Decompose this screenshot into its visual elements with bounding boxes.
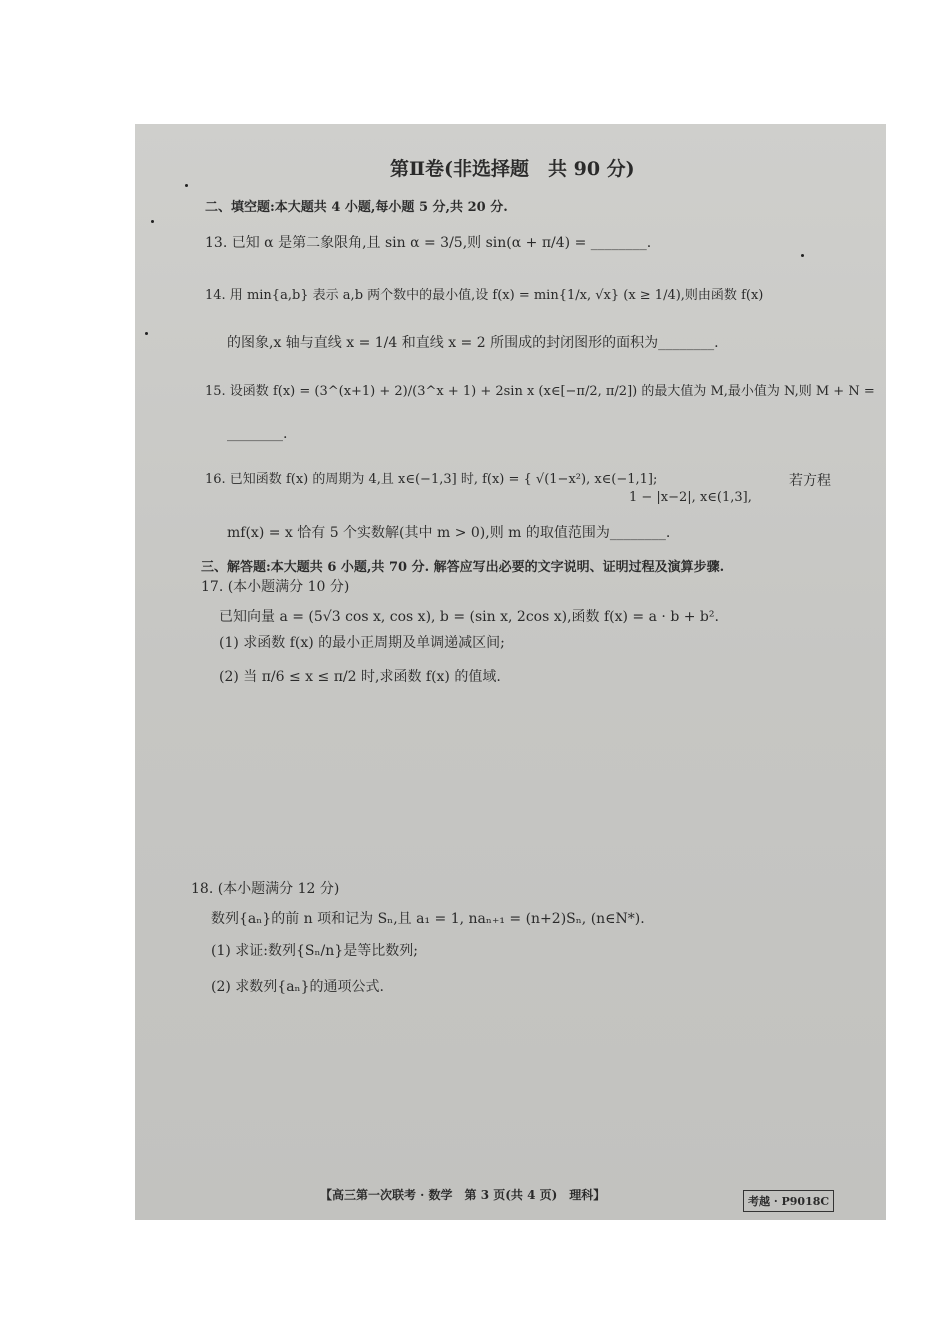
question-18-part1: (1) 求证:数列{Sₙ/n}是等比数列; <box>211 943 418 959</box>
question-13: 13. 已知 α 是第二象限角,且 sin α = 3/5,则 sin(α + π/4) = ________. <box>205 235 652 251</box>
question-17-part2: (2) 当 π/6 ≤ x ≤ π/2 时,求函数 f(x) 的值域. <box>219 669 501 685</box>
part3-header: 三、解答题:本大题共 6 小题,共 70 分. 解答应写出必要的文字说明、证明过程及演算步骤. <box>201 560 725 575</box>
part2-header: 二、填空题:本大题共 4 小题,每小题 5 分,共 20 分. <box>205 200 508 215</box>
exam-code: 考越 · P9018C <box>743 1190 834 1212</box>
exam-page <box>135 124 886 1220</box>
page-footer: 【高三第一次联考 · 数学 第 3 页(共 4 页) 理科】 <box>320 1188 606 1202</box>
question-16-line2: 1 − |x−2|, x∈(1,3], <box>629 490 752 505</box>
question-17-header: 17. (本小题满分 10 分) <box>201 579 350 595</box>
question-15-line1: 15. 设函数 f(x) = (3^(x+1) + 2)/(3^x + 1) + 2sin x (x∈[−π/2, π/2]) 的最大值为 M,最小值为 N,则 M + N = <box>205 384 875 399</box>
question-16-line1: 16. 已知函数 f(x) 的周期为 4,且 x∈(−1,3] 时, f(x) = { √(1−x²), x∈(−1,1]; <box>205 472 658 487</box>
speck-mark <box>145 332 148 335</box>
question-16-line3: mf(x) = x 恰有 5 个实数解(其中 m > 0),则 m 的取值范围为________. <box>227 525 671 541</box>
section-title: 第Ⅱ卷(非选择题 共 90 分) <box>390 158 635 180</box>
question-18-stem: 数列{aₙ}的前 n 项和记为 Sₙ,且 a₁ = 1, naₙ₊₁ = (n+2)Sₙ, (n∈N*). <box>211 911 645 927</box>
question-17-stem: 已知向量 a = (5√3 cos x, cos x), b = (sin x, 2cos x),函数 f(x) = a · b + b². <box>219 609 719 625</box>
question-16-equation-text: 若方程 <box>789 473 831 489</box>
speck-mark <box>801 254 804 257</box>
question-14-line1: 14. 用 min{a,b} 表示 a,b 两个数中的最小值,设 f(x) = min{1/x, √x} (x ≥ 1/4),则由函数 f(x) <box>205 288 764 303</box>
question-18-header: 18. (本小题满分 12 分) <box>191 881 340 897</box>
question-14-line2: 的图象,x 轴与直线 x = 1/4 和直线 x = 2 所围成的封闭图形的面积为________. <box>227 335 719 351</box>
question-17-part1: (1) 求函数 f(x) 的最小正周期及单调递减区间; <box>219 635 505 651</box>
question-18-part2: (2) 求数列{aₙ}的通项公式. <box>211 979 384 995</box>
speck-mark <box>185 184 188 187</box>
speck-mark <box>151 220 154 223</box>
question-15-line2: ________. <box>227 426 288 442</box>
